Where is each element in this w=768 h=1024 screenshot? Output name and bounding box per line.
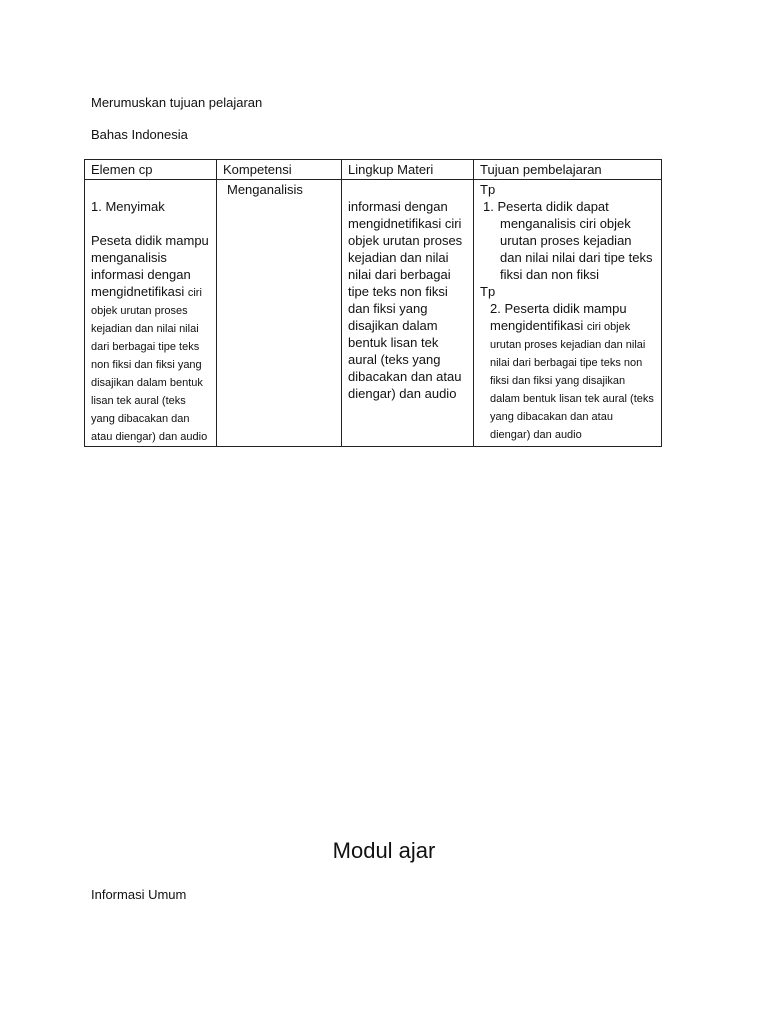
kompetensi-text: Menganalisis bbox=[227, 182, 303, 197]
document-heading: Merumuskan tujuan pelajaran bbox=[91, 95, 263, 110]
table-row bbox=[85, 180, 662, 447]
tp-label-1: Tp bbox=[480, 182, 496, 197]
learning-objectives-table bbox=[84, 159, 662, 447]
table-header-row bbox=[85, 160, 662, 180]
objective-2-main: 2. Peserta didik mampu mengidentifikasi bbox=[490, 301, 627, 333]
column-header-tujuan-pembelajaran: Tujuan pembelajaran bbox=[474, 160, 662, 180]
objective-item-2 bbox=[480, 300, 655, 443]
objective-1-rest: menganalisis ciri objek urutan proses kejadian dan nilai nilai dari tipe teks fiksi dan non fiksi bbox=[500, 216, 653, 282]
column-header-lingkup-materi: Lingkup Materi bbox=[342, 160, 474, 180]
lingkup-materi-text: informasi dengan mengidnetifikasi ciri objek urutan proses kejadian dan nilai nilai dari berbagai tipe teks non fiksi dan fiksi yang disajikan dalam bentuk lisan tek aural (teks yang dibacakan dan atau diengar) dan audio bbox=[348, 199, 463, 401]
objective-item-1 bbox=[480, 198, 655, 283]
cell-tujuan-pembelajaran bbox=[474, 180, 662, 447]
objective-1-number: 1. bbox=[483, 199, 494, 214]
objective-1-first: Peserta didik dapat bbox=[497, 199, 609, 214]
elemen-description-small: ciri objek urutan proses kejadian dan nilai nilai dari berbagai tipe teks non fiksi dan fiksi yang disajikan dalam bentuk lisan tek aural (teks yang dibacakan dan atau diengar) dan audio bbox=[91, 287, 208, 443]
section-informasi-umum: Informasi Umum bbox=[91, 887, 187, 902]
tp-label-2: Tp bbox=[480, 284, 496, 299]
column-header-elemen-cp: Elemen cp bbox=[85, 160, 217, 180]
column-header-kompetensi: Kompetensi bbox=[217, 160, 342, 180]
cell-lingkup-materi bbox=[342, 180, 474, 447]
subject-label: Bahas Indonesia bbox=[91, 127, 188, 142]
cell-elemen-cp bbox=[85, 180, 217, 447]
elemen-description bbox=[91, 232, 210, 445]
elemen-description-main: Peseta didik mampu menganalisis informasi dengan mengidnetifikasi bbox=[91, 233, 209, 299]
cell-kompetensi bbox=[217, 180, 342, 447]
objective-2-small: ciri objek urutan proses kejadian dan nilai nilai dari berbagai tipe teks non fiksi dan fiksi yang disajikan dalam bentuk lisan tek aural (teks yang dibacakan dan atau diengar) dan audio bbox=[490, 321, 654, 441]
modul-title: Modul ajar bbox=[332, 838, 436, 863]
elemen-title: 1. Menyimak bbox=[91, 199, 165, 214]
